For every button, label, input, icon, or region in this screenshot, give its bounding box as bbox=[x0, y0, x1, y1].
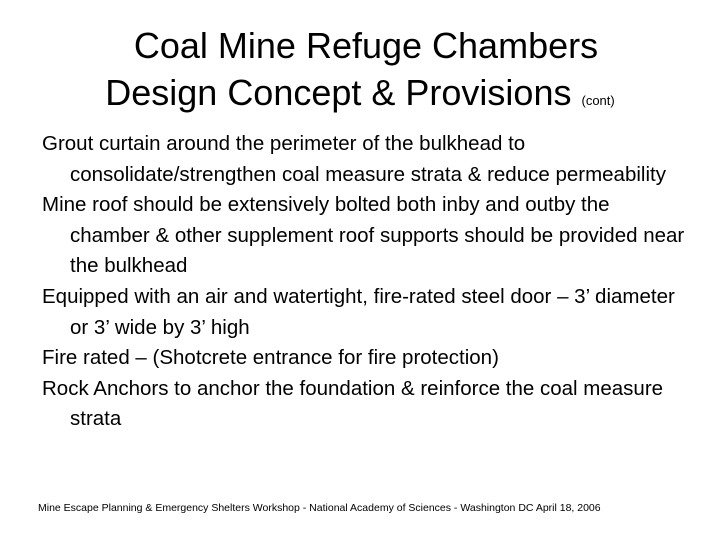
bullet-item: Grout curtain around the perimeter of the bulkhead to consolidate/strengthen coal measure strata & reduce permeability bbox=[42, 132, 666, 186]
bullet-item: Fire rated – (Shotcrete entrance for fire protection) bbox=[42, 346, 499, 370]
title-line-2-text: Design Concept & Provisions bbox=[105, 72, 572, 113]
bullet-item: Mine roof should be extensively bolted both inby and outby the chamber & other supplement roof supports should be provided near the bulkhead bbox=[42, 193, 685, 278]
slide-title bbox=[0, 22, 720, 116]
bullet-item: Rock Anchors to anchor the foundation & reinforce the coal measure strata bbox=[42, 376, 664, 431]
bullet-item: Equipped with an air and watertight, fire-rated steel door – 3’ diameter or 3’ wide by 3’ high bbox=[42, 284, 675, 339]
title-cont-suffix: (cont) bbox=[581, 93, 615, 108]
slide-footer: Mine Escape Planning & Emergency Shelters Workshop - National Academy of Sciences - Washington DC April 18, 2006 bbox=[38, 502, 601, 514]
title-line-1: Coal Mine Refuge Chambers bbox=[133, 25, 599, 66]
title-line-2 bbox=[0, 69, 720, 116]
bullet-list bbox=[42, 129, 692, 435]
